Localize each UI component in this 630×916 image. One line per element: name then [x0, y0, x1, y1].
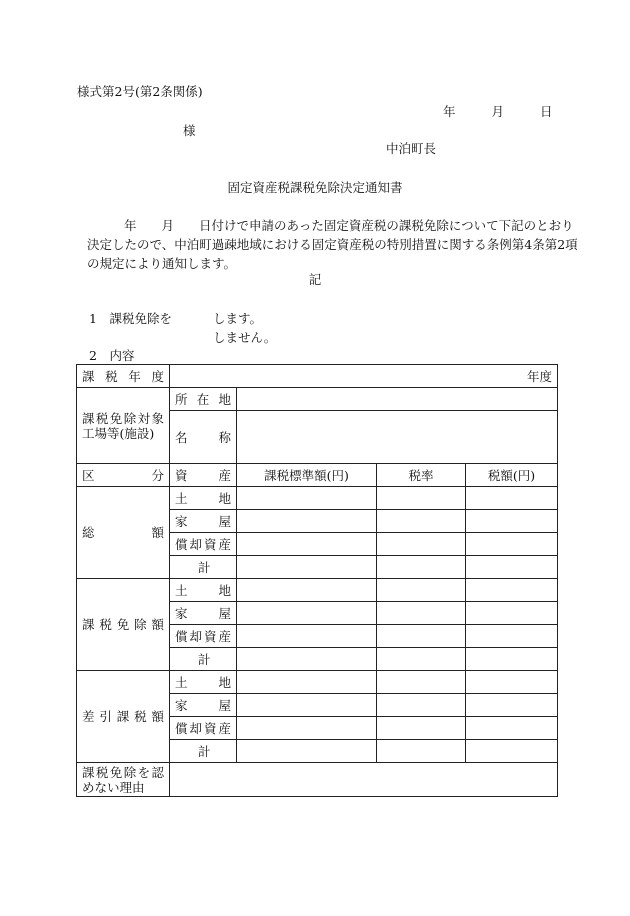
addressee-suffix: 様 — [183, 123, 196, 138]
asset-label: 家屋 — [170, 602, 237, 625]
location-value — [237, 388, 558, 411]
group-label-exempt: 課税免除額 — [77, 579, 170, 671]
tax-year-row — [77, 365, 558, 388]
base-cell — [237, 625, 377, 648]
column-header-row — [77, 464, 558, 487]
asset-label: 家屋 — [170, 694, 237, 717]
asset-label: 計 — [170, 648, 237, 671]
amount-cell — [466, 625, 558, 648]
date-year: 年 — [443, 104, 456, 119]
amount-cell — [466, 694, 558, 717]
reason-value — [170, 763, 558, 797]
amount-cell — [466, 510, 558, 533]
col-rate: 税率 — [377, 464, 466, 487]
rate-cell — [377, 671, 466, 694]
form-number: 様式第2号(第2条関係) — [77, 84, 203, 99]
tax-year-label: 課税年度 — [77, 365, 170, 388]
col-base: 課税標準額(円) — [237, 464, 377, 487]
asset-label: 土地 — [170, 487, 237, 510]
base-cell — [237, 648, 377, 671]
reason-label-line-1: 課税免除を認 — [82, 764, 164, 780]
rate-cell — [377, 648, 466, 671]
asset-label: 償却資産 — [170, 625, 237, 648]
tax-year-value: 年度 — [170, 365, 558, 388]
base-cell — [237, 510, 377, 533]
asset-label: 計 — [170, 556, 237, 579]
amount-cell — [466, 602, 558, 625]
asset-label: 償却資産 — [170, 717, 237, 740]
col-amount: 税額(円) — [466, 464, 558, 487]
body-line-3: の規定により通知します。 — [87, 256, 237, 271]
item-1-option-no: しません。 — [213, 330, 277, 345]
rate-cell — [377, 694, 466, 717]
rate-cell — [377, 533, 466, 556]
body-line-2: 決定したので、中泊町過疎地域における固定資産税の特別措置に関する条例第4条第2項 — [87, 237, 578, 252]
rate-cell — [377, 740, 466, 763]
subject-label-line-2: 工場等(施設) — [82, 425, 155, 441]
base-cell — [237, 602, 377, 625]
issue-date — [443, 104, 552, 120]
amount-cell — [466, 487, 558, 510]
base-cell — [237, 740, 377, 763]
base-cell — [237, 579, 377, 602]
asset-label: 償却資産 — [170, 533, 237, 556]
asset-label: 土地 — [170, 579, 237, 602]
rate-cell — [377, 717, 466, 740]
body-paragraph — [87, 216, 578, 273]
base-cell — [237, 556, 377, 579]
group-label-net: 差引課税額 — [77, 671, 170, 763]
table-row — [77, 579, 558, 602]
rate-cell — [377, 579, 466, 602]
date-day: 日 — [539, 104, 553, 119]
reason-label — [77, 763, 170, 797]
ki-heading: 記 — [308, 272, 322, 287]
amount-cell — [466, 533, 558, 556]
asset-label: 土地 — [170, 671, 237, 694]
amount-cell — [466, 740, 558, 763]
rate-cell — [377, 487, 466, 510]
asset-label: 家屋 — [170, 510, 237, 533]
base-cell — [237, 717, 377, 740]
item-1-option-yes: します。 — [213, 311, 263, 326]
reason-row — [77, 763, 558, 797]
item-2-label: 2 内容 — [89, 348, 135, 363]
base-cell — [237, 533, 377, 556]
base-cell — [237, 671, 377, 694]
base-cell — [237, 694, 377, 717]
date-month: 月 — [491, 104, 504, 119]
location-row — [77, 388, 558, 411]
document-title: 固定資産税課税免除決定通知書 — [227, 180, 403, 195]
amount-cell — [466, 579, 558, 602]
amount-cell — [466, 556, 558, 579]
details-table — [76, 364, 558, 797]
name-value — [237, 411, 558, 464]
body-line-1: 年 月 日付けで申請のあった固定資産税の課税免除について下記のとおり — [124, 218, 574, 233]
amount-cell — [466, 717, 558, 740]
location-label: 所在地 — [170, 388, 237, 411]
subject-label — [77, 388, 170, 464]
rate-cell — [377, 602, 466, 625]
rate-cell — [377, 510, 466, 533]
rate-cell — [377, 625, 466, 648]
amount-cell — [466, 671, 558, 694]
col-category: 区分 — [77, 464, 170, 487]
col-asset: 資産 — [170, 464, 237, 487]
table-row — [77, 487, 558, 510]
rate-cell — [377, 556, 466, 579]
amount-cell — [466, 648, 558, 671]
reason-label-line-2: めない理由 — [82, 779, 145, 795]
issuer-name: 中泊町長 — [386, 141, 437, 156]
subject-label-line-1: 課税免除対象 — [82, 410, 164, 426]
item-1-label: 1 課税免除を — [89, 311, 172, 326]
group-label-total: 総額 — [77, 487, 170, 579]
base-cell — [237, 487, 377, 510]
asset-label: 計 — [170, 740, 237, 763]
table-row — [77, 671, 558, 694]
name-label: 名称 — [170, 411, 237, 464]
